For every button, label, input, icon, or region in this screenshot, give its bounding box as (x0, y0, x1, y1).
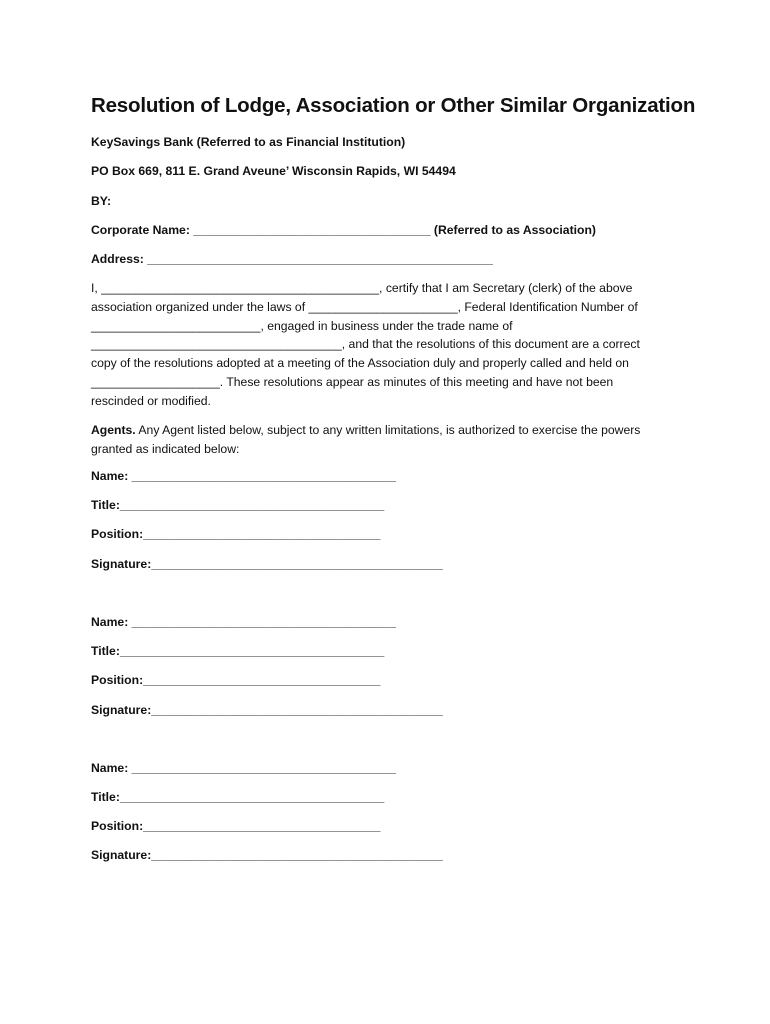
agent-name-field: Name: _______________________________________ (91, 615, 396, 629)
agent-signature-field: Signature:___________________________________________ (91, 848, 443, 862)
certify-line: rescinded or modified. (91, 393, 211, 408)
certify-line: ___________________. These resolutions appear as minutes of this meeting and have not been (91, 374, 614, 389)
agent-name-field: Name: _______________________________________ (91, 469, 396, 483)
certify-line: I, _________________________________________, certify that I am Secretary (clerk) of the above (91, 281, 633, 295)
bank-address-line: PO Box 669, 811 E. Grand Aveune’ Wisconsin Rapids, WI 54494 (91, 164, 456, 178)
agents-text: granted as indicated below: (91, 441, 240, 456)
certify-line: copy of the resolutions adopted at a meeting of the Association duly and properly called and held on (91, 356, 629, 371)
agent-title-field: Title:_______________________________________ (91, 790, 385, 804)
certify-line: _________________________, engaged in business under the trade name of (91, 318, 513, 333)
certification-paragraph (91, 279, 691, 411)
corporate-name-field: Corporate Name: ___________________________________ (Referred to as Association) (91, 223, 596, 237)
document-title: Resolution of Lodge, Association or Other Similar Organization (91, 94, 696, 117)
agent-position-field: Position:___________________________________ (91, 527, 381, 541)
agents-paragraph (91, 421, 691, 459)
agents-text: Any Agent listed below, subject to any written limitations, is authorized to exercise the powers (135, 423, 641, 437)
certify-line: _____________________________________, and that the resolutions of this document are a correct (91, 337, 640, 352)
agent-position-field: Position:___________________________________ (91, 819, 381, 833)
bank-line: KeySavings Bank (Referred to as Financial Institution) (91, 135, 406, 149)
by-label: BY: (91, 194, 112, 208)
agent-signature-field: Signature:___________________________________________ (91, 703, 443, 717)
agent-title-field: Title:_______________________________________ (91, 644, 385, 658)
agent-position-field: Position:___________________________________ (91, 673, 381, 687)
agent-signature-field: Signature:___________________________________________ (91, 557, 443, 571)
address-field: Address: ___________________________________________________ (91, 252, 493, 266)
agent-name-field: Name: _______________________________________ (91, 761, 396, 775)
agent-title-field: Title:_______________________________________ (91, 498, 385, 512)
agents-label: Agents. (91, 423, 136, 437)
certify-line: association organized under the laws of ______________________, Federal Identification Number of (91, 299, 638, 314)
